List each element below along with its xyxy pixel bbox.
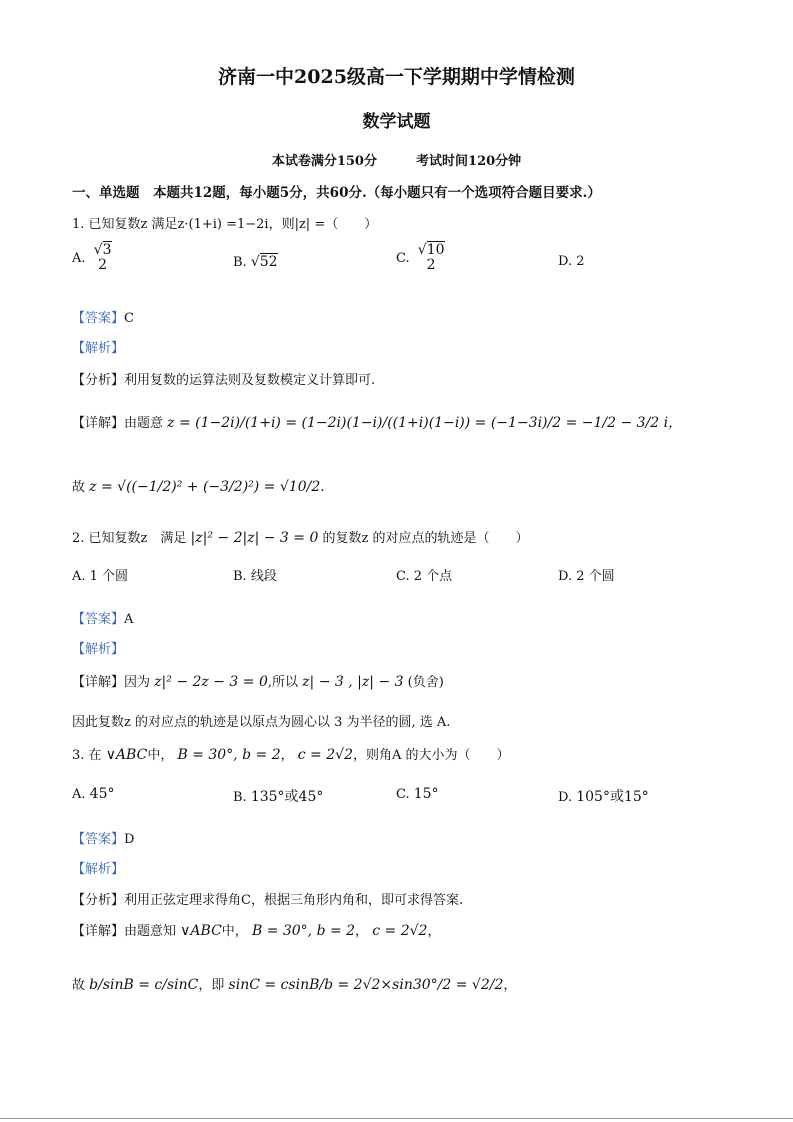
- q2-option-d: D. 2 个圆: [558, 569, 615, 584]
- page-subtitle: 数学试题: [362, 112, 431, 132]
- q1-answer: 【答案】C: [72, 311, 134, 326]
- q1-option-d: D. 2: [558, 254, 585, 269]
- q1-modulus-formula: z = √((−1/2)² + (−3/2)²) = √10/2.: [89, 479, 325, 495]
- q1-conclusion: 故 z = √((−1/2)² + (−3/2)²) = √10/2.: [72, 479, 325, 495]
- q2-conclusion: 因此复数z 的对应点的轨迹是以原点为圆心以 3 为半径的圆, 选 A.: [72, 715, 451, 730]
- q3-conclusion: 故 b/sinB = c/sinC，即 sinC = csinB/b = 2√2×sin30°/2 = √2/2，: [72, 977, 517, 993]
- q1-option-a: A. √3 2: [72, 242, 112, 274]
- q1-detail: 【详解】由题意 z = (1−2i)/(1+i) = (1−2i)(1−i)/((1+i)(1−i)) = (−1−3i)/2 = −1/2 − 3/2 i，: [72, 415, 683, 431]
- exam-time: 考试时间120分钟: [416, 154, 522, 169]
- q2-option-a: A. 1 个圆: [72, 569, 129, 584]
- q1-option-b: B. √52: [233, 254, 278, 270]
- section-heading: 一、单选题 本题共12题，每小题5分，共60分.（每小题只有一个选项符合题目要求.）: [72, 185, 601, 201]
- q3-stem: 3. 在 ∨ABC中， B = 30°, b = 2， c = 2√2，则角A 的大小为（ ）: [72, 747, 510, 763]
- q3-answer: 【答案】D: [72, 832, 135, 847]
- q3-option-c: C. 15°: [396, 786, 439, 802]
- page-bottom-rule: [0, 1118, 793, 1119]
- q3-option-a: A. 45°: [72, 786, 115, 802]
- q2-answer: 【答案】A: [72, 612, 134, 627]
- q2-analysis-label: 【解析】: [72, 642, 125, 657]
- q1-stem: 1. 已知复数z 满足z·(1+i) =1−2i，则|z| =（ ）: [72, 217, 378, 232]
- q1-detail-formula: z = (1−2i)/(1+i) = (1−2i)(1−i)/((1+i)(1−i)) = (−1−3i)/2 = −1/2 − 3/2 i，: [167, 415, 683, 431]
- q2-stem: 2. 已知复数z 满足 |z|² − 2|z| − 3 = 0 的复数z 的对应点的轨迹是（ ）: [72, 530, 529, 546]
- q3-detail: 【详解】由题意知 ∨ABC中， B = 30°, b = 2， c = 2√2，: [72, 923, 441, 939]
- q2-option-b: B. 线段: [233, 569, 277, 584]
- q1-analysis-label: 【解析】: [72, 341, 125, 356]
- q2-option-c: C. 2 个点: [396, 569, 453, 584]
- q1-fenxi: 【分析】利用复数的运算法则及复数模定义计算即可.: [72, 373, 376, 388]
- q3-analysis-label: 【解析】: [72, 862, 125, 877]
- q2-detail: 【详解】因为 z|² − 2z − 3 = 0,所以 z| − 3 , |z| − 3 (负舍): [72, 674, 444, 690]
- q3-fenxi: 【分析】利用正弦定理求得角C，根据三角形内角和，即可求得答案.: [72, 893, 464, 908]
- q3-option-d: D. 105°或15°: [558, 789, 649, 805]
- page-title: 济南一中2025级高一下学期期中学情检测: [218, 66, 575, 88]
- q1-option-c: C. √10 2: [396, 242, 445, 274]
- q3-option-b: B. 135°或45°: [233, 789, 324, 805]
- exam-info: [0, 150, 793, 169]
- exam-score: 本试卷满分150分: [271, 154, 377, 169]
